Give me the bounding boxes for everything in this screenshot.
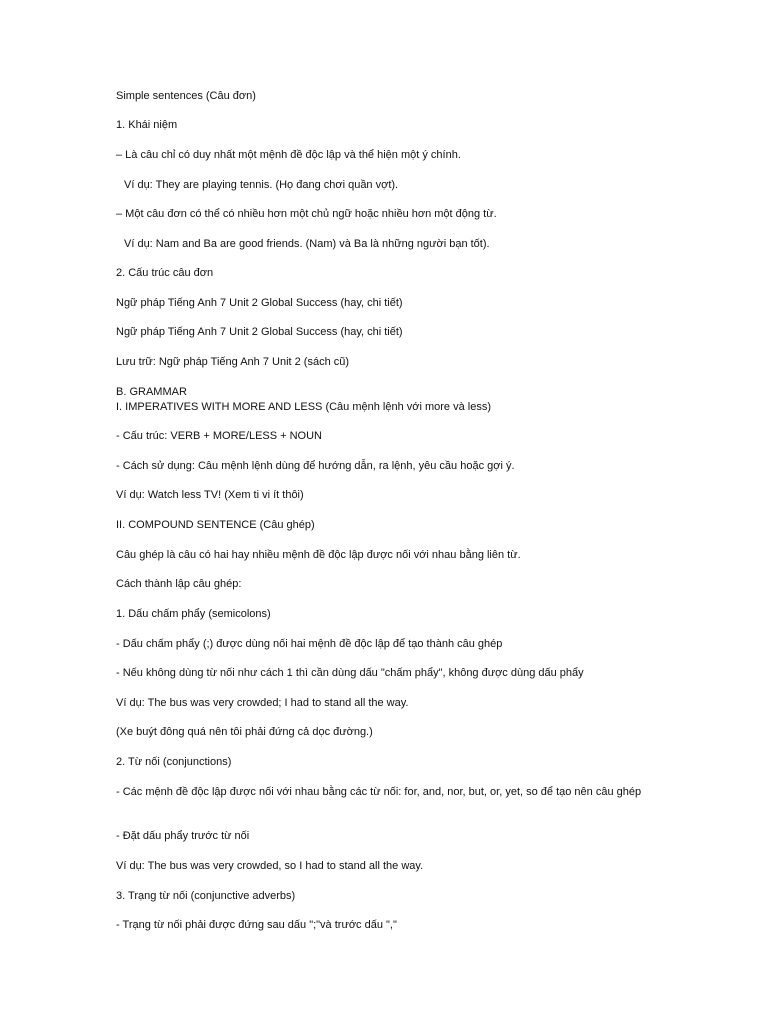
example-line: Ví dụ: Nam and Ba are good friends. (Nam) và Ba là những người bạn tốt). bbox=[124, 238, 490, 250]
paragraph-line: - Nếu không dùng từ nối như cách 1 thì cần dùng dấu "chấm phẩy", không được dùng dấu phẩy bbox=[116, 667, 584, 679]
section-heading: 1. Khái niệm bbox=[116, 119, 178, 131]
paragraph-line: - Cách sử dụng: Câu mệnh lệnh dùng để hướng dẫn, ra lệnh, yêu cầu hoặc gợi ý. bbox=[116, 460, 515, 472]
paragraph-line: – Là câu chỉ có duy nhất một mệnh đề độc lập và thể hiện một ý chính. bbox=[116, 149, 461, 161]
reference-line: Lưu trữ: Ngữ pháp Tiếng Anh 7 Unit 2 (sách cũ) bbox=[116, 356, 350, 368]
section-heading: 1. Dấu chấm phẩy (semicolons) bbox=[116, 608, 271, 620]
paragraph-line: - Cấu trúc: VERB + MORE/LESS + NOUN bbox=[116, 430, 323, 442]
reference-line: Ngữ pháp Tiếng Anh 7 Unit 2 Global Success (hay, chi tiết) bbox=[116, 326, 403, 338]
paragraph-line: – Một câu đơn có thể có nhiều hơn một chủ ngữ hoặc nhiều hơn một động từ. bbox=[116, 208, 497, 220]
example-line: Ví dụ: Watch less TV! (Xem ti vi ít thôi) bbox=[116, 489, 304, 501]
section-heading: B. GRAMMAR bbox=[116, 386, 187, 398]
section-heading: 2. Từ nối (conjunctions) bbox=[116, 756, 232, 768]
paragraph-line: - Dấu chấm phẩy (;) được dùng nối hai mệnh đề độc lập để tạo thành câu ghép bbox=[116, 638, 503, 650]
document-title: Simple sentences (Câu đơn) bbox=[116, 90, 256, 102]
paragraph-line: - Các mệnh đề độc lập được nối với nhau bằng các từ nối: for, and, nor, but, or, yet, so để tạo nên câu ghép bbox=[116, 786, 642, 798]
paragraph-line: - Đặt dấu phẩy trước từ nối bbox=[116, 830, 250, 842]
reference-line: Ngữ pháp Tiếng Anh 7 Unit 2 Global Success (hay, chi tiết) bbox=[116, 297, 403, 309]
example-line: Ví dụ: The bus was very crowded, so I had to stand all the way. bbox=[116, 860, 424, 872]
section-heading: I. IMPERATIVES WITH MORE AND LESS (Câu mệnh lệnh với more và less) bbox=[116, 401, 491, 413]
paragraph-line: Câu ghép là câu có hai hay nhiều mệnh đề độc lập được nối với nhau bằng liên từ. bbox=[116, 549, 521, 561]
section-heading: 2. Cấu trúc câu đơn bbox=[116, 267, 214, 279]
paragraph-line: Cách thành lập câu ghép: bbox=[116, 578, 242, 590]
section-heading: 3. Trạng từ nối (conjunctive adverbs) bbox=[116, 890, 296, 902]
example-line: (Xe buýt đông quá nên tôi phải đứng cả dọc đường.) bbox=[116, 726, 373, 738]
example-line: Ví dụ: They are playing tennis. (Họ đang chơi quần vợt). bbox=[124, 179, 399, 191]
section-heading: II. COMPOUND SENTENCE (Câu ghép) bbox=[116, 519, 315, 531]
example-line: Ví dụ: The bus was very crowded; I had to stand all the way. bbox=[116, 697, 409, 709]
paragraph-line: - Trạng từ nối phải được đứng sau dấu ";"và trước dấu "," bbox=[116, 919, 397, 931]
